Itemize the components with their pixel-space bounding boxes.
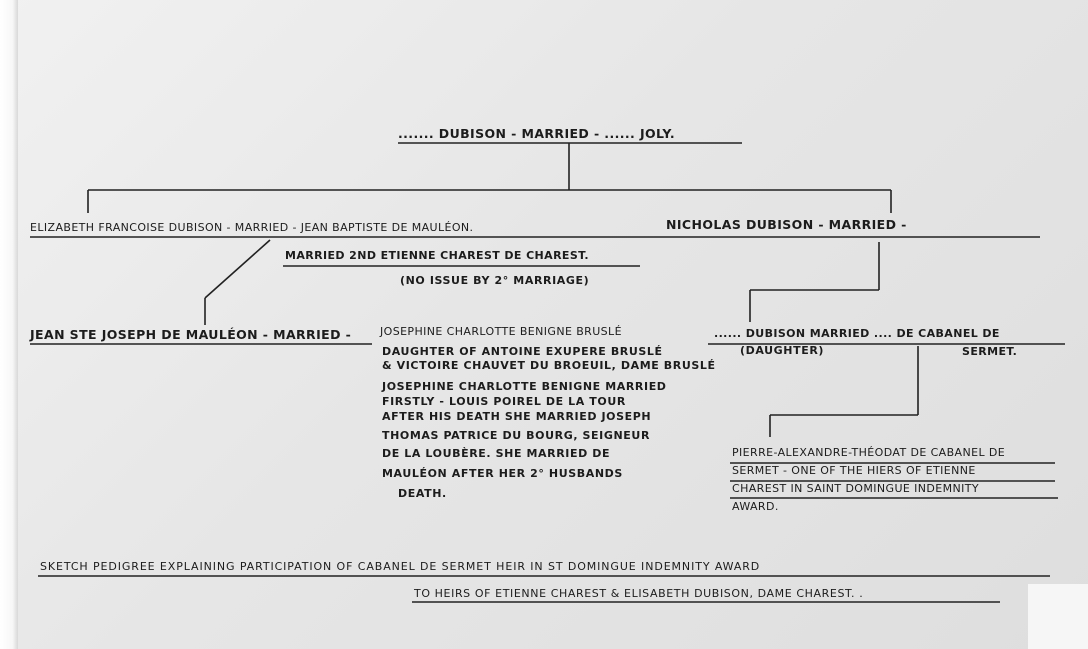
spouse-note-9: DEATH.	[398, 487, 447, 500]
heir-line-4: AWARD.	[732, 500, 779, 513]
caption-line-1: SKETCH PEDIGREE EXPLAINING PARTICIPATION OF CABANEL DE SERMET HEIR IN ST DOMINGUE INDEMNITY AWARD	[40, 560, 761, 573]
heir-line-3: CHAREST IN SAINT DOMINGUE INDEMNITY	[732, 482, 980, 495]
daughter-label: (DAUGHTER)	[740, 344, 825, 357]
spouse-note-6: THOMAS PATRICE DU BOURG, SEIGNEUR	[382, 429, 651, 442]
spouse-note-7: DE LA LOUBÈRE. SHE MARRIED DE	[382, 447, 611, 460]
spouse-note-1: DAUGHTER OF ANTOINE EXUPERE BRUSLÉ	[382, 345, 663, 358]
spouse-note-4: FIRSTLY - LOUIS POIREL DE LA TOUR	[382, 395, 626, 408]
root-couple: ....... DUBISON - MARRIED - ...... JOLY.	[398, 126, 675, 141]
second-marriage-note: MARRIED 2ND ETIENNE CHAREST DE CHAREST.	[285, 249, 589, 262]
no-issue-note: (NO ISSUE BY 2° MARRIAGE)	[400, 274, 590, 287]
gen2-left-person: JEAN STE JOSEPH DE MAULÉON - MARRIED -	[30, 327, 352, 342]
spouse-note-8: MAULÉON AFTER HER 2° HUSBANDS	[382, 467, 623, 480]
caption-line-2: TO HEIRS OF ETIENNE CHAREST & ELISABETH DUBISON, DAME CHAREST. .	[414, 587, 864, 600]
descent-left-diagonal	[205, 240, 270, 298]
gen2-right-couple-cont: SERMET.	[962, 345, 1018, 358]
gen2-right-couple: ...... DUBISON MARRIED .... DE CABANEL DE	[714, 327, 1000, 340]
gen1-left-couple: ELIZABETH FRANCOISE DUBISON - MARRIED - JEAN BAPTISTE DE MAULÉON.	[30, 221, 474, 234]
gen1-right-couple: NICHOLAS DUBISON - MARRIED -	[666, 217, 907, 232]
heir-line-2: SERMET - ONE OF THE HIERS OF ETIENNE	[732, 464, 976, 477]
spouse-note-3: JOSEPHINE CHARLOTTE BENIGNE MARRIED	[382, 380, 667, 393]
gen2-spouse: JOSEPHINE CHARLOTTE BENIGNE BRUSLÉ	[380, 325, 622, 338]
spouse-note-5: AFTER HIS DEATH SHE MARRIED JOSEPH	[382, 410, 652, 423]
spouse-note-2: & VICTOIRE CHAUVET DU BROEUIL, DAME BRUSLÉ	[382, 359, 716, 372]
heir-line-1: PIERRE-ALEXANDRE-THÉODAT DE CABANEL DE	[732, 446, 1006, 459]
